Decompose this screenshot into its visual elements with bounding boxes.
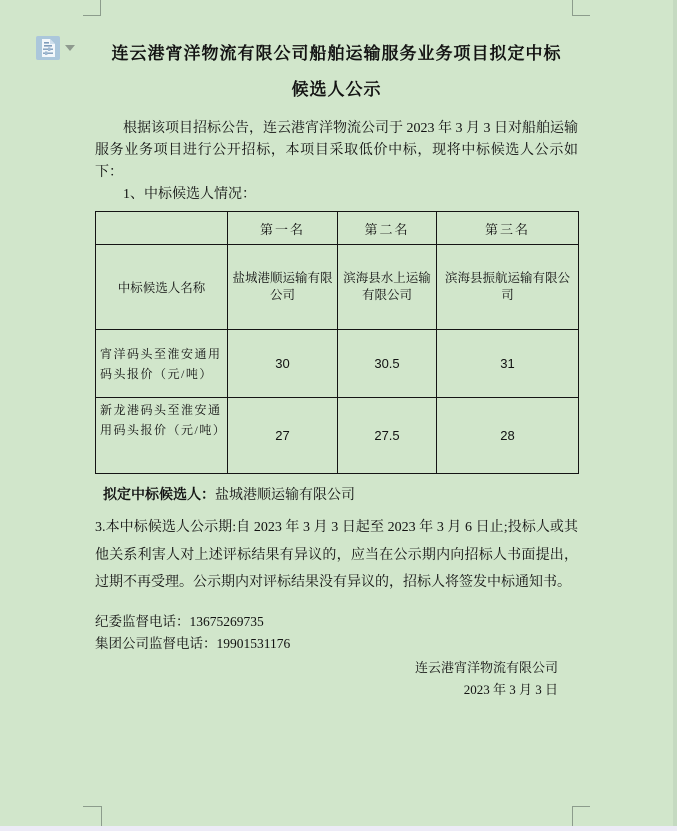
page-title: [95, 36, 578, 108]
price-cell: 30.5: [338, 330, 437, 398]
document-settings-button[interactable]: [36, 36, 60, 60]
proposed-winner-line: [95, 486, 578, 506]
price-cell: 31: [437, 330, 579, 398]
group-phone-line: 集团公司监督电话：19901531176: [95, 635, 291, 651]
discipline-phone-line: 纪委监督电话：13675269735: [95, 613, 264, 629]
chevron-down-icon[interactable]: [65, 45, 75, 51]
page-edge-bottom: [0, 826, 677, 831]
candidates-table: [95, 211, 579, 474]
price-cell: 27.5: [338, 398, 437, 474]
page-edge-right: [673, 0, 677, 831]
table-row-price-xiaoyang: [96, 330, 579, 398]
table-row-price-xinlonggang: [96, 398, 579, 474]
signoff-date: 2023 年 3 月 3 日: [463, 681, 558, 697]
intro-section: [95, 118, 578, 206]
text-boundary-mark-bottom-right: [572, 806, 590, 826]
table-header-row: [96, 212, 579, 245]
row-label: 新龙港码头至淮安通用码头报价（元/吨）: [96, 398, 228, 474]
contact-phones: [95, 611, 578, 655]
intro-list-item: 1、中标候选人情况：: [123, 187, 256, 202]
row-label: 宵洋码头至淮安通用码头报价（元/吨）: [96, 330, 228, 398]
proposed-winner-label: 拟定中标候选人：: [103, 488, 215, 503]
row-label: 中标候选人名称: [96, 245, 228, 330]
table-row-candidate-names: [96, 245, 579, 330]
candidate-3-name: 滨海县振航运输有限公司: [437, 245, 579, 330]
header-cell-second: 第二名: [338, 212, 437, 245]
signoff-block: [95, 657, 578, 701]
candidate-2-name: 滨海县水上运输有限公司: [338, 245, 437, 330]
text-boundary-mark-bottom-left: [83, 806, 102, 826]
header-cell-empty: [96, 212, 228, 245]
price-cell: 28: [437, 398, 579, 474]
page-title-line1: 连云港宵洋物流有限公司船舶运输服务业务项目拟定中标: [111, 44, 562, 63]
document-page: [95, 0, 578, 701]
header-cell-first: 第一名: [228, 212, 338, 245]
price-cell: 27: [228, 398, 338, 474]
header-cell-third: 第三名: [437, 212, 579, 245]
proposed-winner-value: 盐城港顺运输有限公司: [215, 488, 355, 503]
candidate-1-name: 盐城港顺运输有限公司: [228, 245, 338, 330]
price-cell: 30: [228, 330, 338, 398]
publicity-period-paragraph: 3.本中标候选人公示期:自 2023 年 3 月 3 日起至 2023 年 3 月 6 日止;投标人或其他关系利害人对上述评标结果有异议的，应当在公示期内向招标人书面提出，过期不再受理。公示期内对评标结果没有异议的，招标人将签发中标通知书。: [95, 520, 578, 590]
signoff-company: 连云港宵洋物流有限公司: [414, 659, 558, 675]
page-title-line2: 候选人公示: [291, 80, 382, 99]
document-settings-icon: [36, 47, 60, 64]
intro-paragraph: 根据该项目招标公告，连云港宵洋物流公司于 2023 年 3 月 3 日对船舶运输服务业务项目进行公开招标，本项目采取低价中标，现将中标候选人公示如下：: [95, 121, 578, 180]
